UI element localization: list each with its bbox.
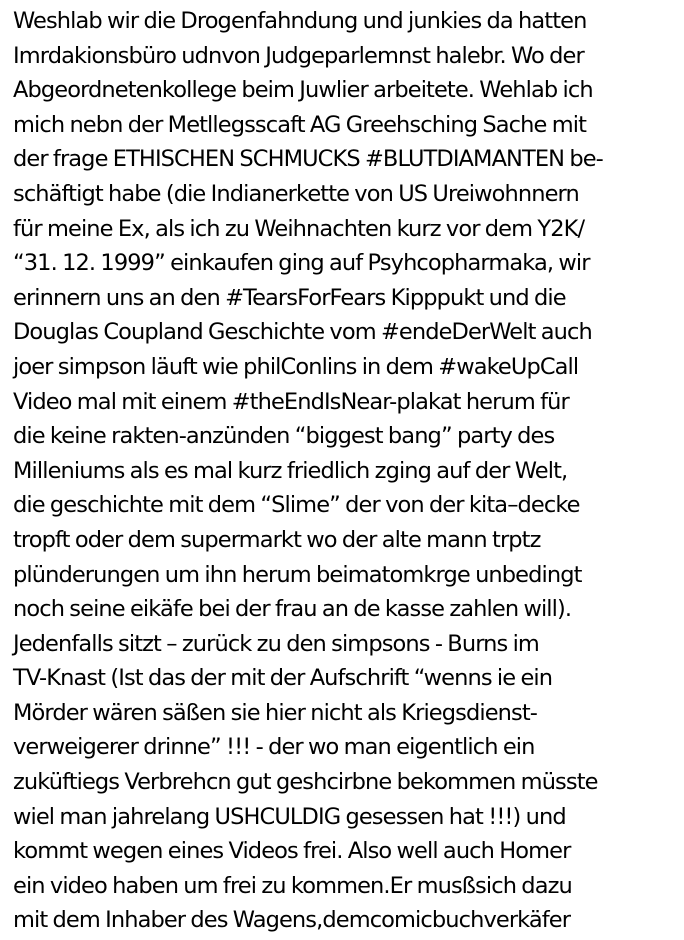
text-line: Abgeordnetenkollege beim Juwlier arbeitete. Wehlab ich <box>13 77 593 104</box>
text-line: Mörder wären säßen sie hier nicht als Kriegsdienst- <box>13 699 537 726</box>
text-line: zuküftiegs Verbrehcn gut geshcirbne bekommen müsste <box>13 769 598 796</box>
text-line: verweigerer drinne” !!! - der wo man eigentlich ein <box>13 734 535 761</box>
text-line: ein video haben um frei zu kommen.Er musßsich dazu <box>13 872 572 899</box>
text-line: tropft oder dem supermarkt wo der alte mann trptz <box>13 526 541 553</box>
document-page <box>13 4 681 938</box>
text-line: mich nebn der Metllegsscaft AG Greehsching Sache mit <box>13 111 586 138</box>
text-line: die geschichte mit dem “Slime” der von der kita–decke <box>13 492 580 519</box>
text-line: kommt wegen eines Videos frei. Also well auch Homer <box>13 838 571 865</box>
text-line: noch seine eikäfe bei der frau an de kasse zahlen will). <box>13 596 572 623</box>
text-line: Weshlab wir die Drogenfahndung und junkies da hatten <box>13 8 587 34</box>
text-line: für meine Ex, als ich zu Weihnachten kurz vor dem Y2K/ <box>13 215 585 242</box>
text-line: Jedenfalls sitzt – zurück zu den simpsons - Burns im <box>13 630 539 657</box>
text-line: Imrdakionsbüro udnvon Judgeparlemnst halebr. Wo der <box>13 42 584 69</box>
text-line: schäftigt habe (die Indianerkette von US Ureiwohnnern <box>13 180 579 207</box>
text-line: Video mal mit einem #theEndIsNear-plakat herum für <box>13 388 569 415</box>
text-line: Milleniums als es mal kurz friedlich zging auf der Welt, <box>13 457 568 484</box>
text-line: joer simpson läuft wie philConlins in dem #wakeUpCall <box>13 353 579 380</box>
text-line: wiel man jahrelang USHCULDIG gesessen hat !!!) und <box>13 803 566 830</box>
text-line: plünderungen um ihn herum beimatomkrge unbedingt <box>13 561 582 588</box>
text-line: mit dem Inhaber des Wagens,demcomicbuchverkäfer <box>13 907 571 934</box>
text-line: TV-Knast (Ist das der mit der Aufschrift “wenns ie ein <box>13 665 553 692</box>
text-line: die keine rakten-anzünden “biggest bang” party des <box>13 423 555 450</box>
text-line: “31. 12. 1999” einkaufen ging auf Psyhcopharmaka, wir <box>13 250 590 277</box>
text-line: Douglas Coupland Geschichte vom #endeDerWelt auch <box>13 319 592 346</box>
text-line: erinnern uns an den #TearsForFears Kipppukt und die <box>13 284 566 311</box>
text-line: der frage ETHISCHEN SCHMUCKS #BLUTDIAMANTEN be- <box>13 146 603 173</box>
